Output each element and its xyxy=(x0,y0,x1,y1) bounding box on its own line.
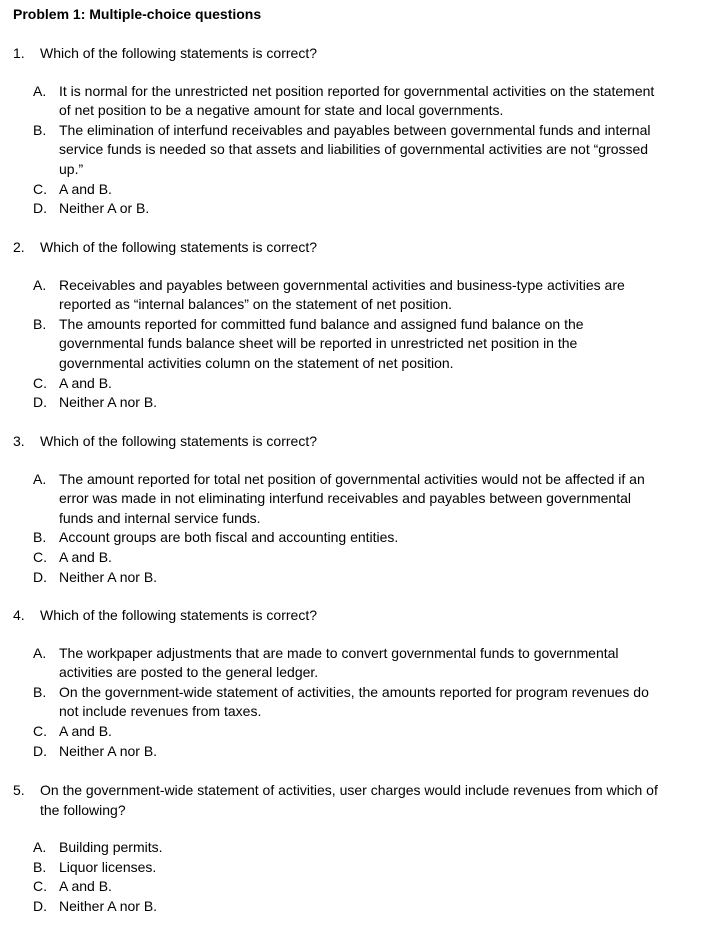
options-list xyxy=(13,644,673,762)
question-text: On the government-wide statement of activities, user charges would include revenues from which of the following? xyxy=(40,782,658,818)
option-letter: A. xyxy=(33,644,47,661)
option-letter: B. xyxy=(33,121,47,138)
option-a xyxy=(33,82,673,121)
question-text: Which of the following statements is correct? xyxy=(40,433,318,449)
options-list xyxy=(13,838,673,916)
option-c xyxy=(33,180,673,200)
option-text: Neither A nor B. xyxy=(59,742,158,759)
option-text: Neither A or B. xyxy=(59,200,150,217)
option-letter: D. xyxy=(33,742,47,759)
question-text: Which of the following statements is correct? xyxy=(40,607,318,623)
option-a xyxy=(33,276,673,315)
option-letter: D. xyxy=(33,568,47,585)
option-text: Liquor licenses. xyxy=(59,858,157,875)
option-b xyxy=(33,858,673,878)
option-text: Account groups are both fiscal and accounting entities. xyxy=(59,529,399,546)
option-c xyxy=(33,548,673,568)
option-c xyxy=(33,877,673,897)
option-letter: D. xyxy=(33,897,47,914)
question-1 xyxy=(13,44,673,219)
option-c xyxy=(33,722,673,742)
question-2 xyxy=(13,238,673,413)
options-list xyxy=(13,276,673,413)
question-number: 5. xyxy=(13,782,25,798)
option-letter: A. xyxy=(33,82,47,99)
question-stem xyxy=(13,44,673,64)
option-text: A and B. xyxy=(59,722,112,739)
option-text: The workpaper adjustments that are made to convert governmental funds to governmental activities are posted to the general ledger. xyxy=(59,644,619,681)
option-text: Neither A nor B. xyxy=(59,394,158,411)
option-text: The amount reported for total net position of governmental activities would not be affected if an error was made in not eliminating interfund receivables and payables between governmental funds and internal service funds. xyxy=(59,470,645,526)
option-letter: A. xyxy=(33,470,47,487)
option-text: The elimination of interfund receivables and payables between governmental funds and internal service funds is needed so that assets and liabilities of governmental activities are not “grossed up.” xyxy=(59,121,651,177)
option-letter: B. xyxy=(33,315,47,332)
option-text: Receivables and payables between governmental activities and business-type activities are reported as “internal balances” on the statement of net position. xyxy=(59,276,625,313)
option-a xyxy=(33,470,673,529)
options-list xyxy=(13,82,673,219)
option-letter: C. xyxy=(33,180,47,197)
option-text: Neither A nor B. xyxy=(59,897,158,914)
option-a xyxy=(33,644,673,683)
question-number: 2. xyxy=(13,239,25,255)
option-letter: C. xyxy=(33,374,47,391)
option-d xyxy=(33,742,673,762)
option-letter: D. xyxy=(33,394,47,411)
option-letter: D. xyxy=(33,200,47,217)
option-text: Building permits. xyxy=(59,839,163,856)
option-letter: B. xyxy=(33,858,47,875)
option-text: Neither A nor B. xyxy=(59,568,158,585)
question-number: 4. xyxy=(13,607,25,623)
option-a xyxy=(33,838,673,858)
option-text: A and B. xyxy=(59,878,112,895)
question-stem xyxy=(13,606,673,626)
question-stem xyxy=(13,781,673,820)
option-text: The amounts reported for committed fund balance and assigned fund balance on the governmental funds balance sheet will be reported in unrestricted net position in the governmental activities column on the statement of net position. xyxy=(59,315,584,371)
option-d xyxy=(33,393,673,413)
page-title: Problem 1: Multiple-choice questions xyxy=(13,6,262,22)
option-d xyxy=(33,199,673,219)
option-letter: B. xyxy=(33,683,47,700)
option-d xyxy=(33,897,673,917)
question-stem xyxy=(13,238,673,258)
option-b xyxy=(33,528,673,548)
question-3 xyxy=(13,432,673,587)
option-letter: A. xyxy=(33,276,47,293)
option-letter: C. xyxy=(33,878,47,895)
option-text: A and B. xyxy=(59,374,112,391)
option-b xyxy=(33,315,673,374)
option-c xyxy=(33,374,673,394)
option-text: A and B. xyxy=(59,548,112,565)
question-text: Which of the following statements is correct? xyxy=(40,239,318,255)
question-text: Which of the following statements is correct? xyxy=(40,45,318,61)
question-number: 1. xyxy=(13,45,25,61)
option-text: On the government-wide statement of activities, the amounts reported for program revenues do not include revenues from taxes. xyxy=(59,683,649,720)
option-d xyxy=(33,568,673,588)
options-list xyxy=(13,470,673,588)
question-stem xyxy=(13,432,673,452)
option-text: It is normal for the unrestricted net position reported for governmental activities on the statement of net position to be a negative amount for state and local governments. xyxy=(59,82,655,119)
option-b xyxy=(33,683,673,722)
option-letter: A. xyxy=(33,839,47,856)
option-text: A and B. xyxy=(59,180,112,197)
question-4 xyxy=(13,606,673,761)
option-letter: C. xyxy=(33,548,47,565)
option-b xyxy=(33,121,673,180)
question-number: 3. xyxy=(13,433,25,449)
question-5 xyxy=(13,781,673,917)
option-letter: C. xyxy=(33,722,47,739)
option-letter: B. xyxy=(33,529,47,546)
